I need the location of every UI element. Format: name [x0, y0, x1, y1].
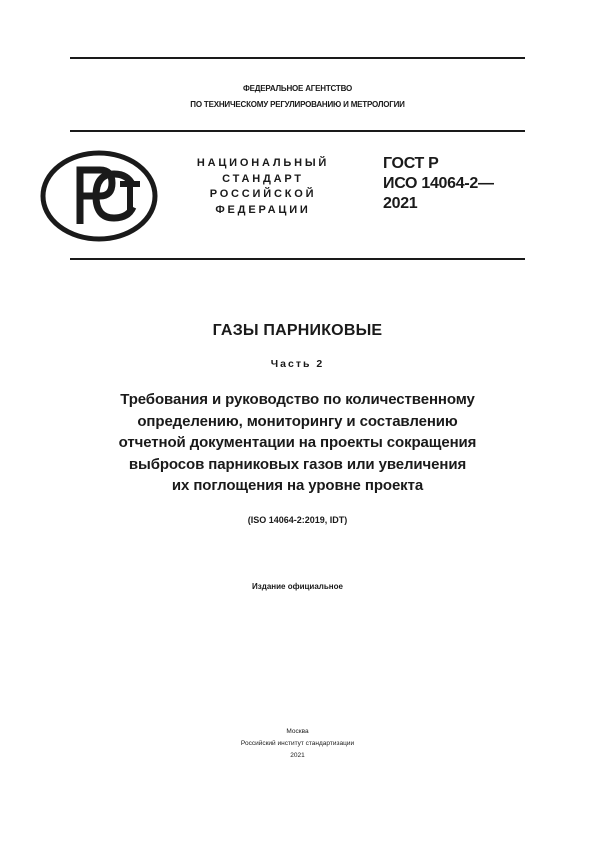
- national-line-1: НАЦИОНАЛЬНЫЙ: [196, 157, 330, 169]
- national-line-2: СТАНДАРТ: [222, 172, 304, 185]
- imprint-city: Москва: [286, 728, 309, 735]
- agency-name-line-2: ПО ТЕХНИЧЕСКОМУ РЕГУЛИРОВАНИЮ И МЕТРОЛОГИИ: [190, 100, 405, 109]
- iso-reference: (ISO 14064-2:2019, IDT): [247, 515, 348, 525]
- document-title: ГАЗЫ ПАРНИКОВЫЕ: [212, 322, 383, 339]
- header-bottom-rule: [70, 258, 525, 260]
- official-edition-label: Издание официальное: [252, 582, 343, 591]
- national-line-3: РОССИЙСКОЙ: [209, 188, 317, 200]
- national-line-4: ФЕДЕРАЦИИ: [215, 203, 311, 216]
- agency-bottom-rule: [70, 130, 525, 132]
- publication-imprint: [70, 726, 525, 762]
- designation-line-1: ГОСТ Р: [383, 155, 439, 172]
- part-label: Часть 2: [270, 358, 325, 370]
- designation-line-3: 2021: [383, 195, 418, 212]
- standard-designation: [383, 154, 533, 214]
- imprint-publisher: Российский институт стандартизации: [240, 740, 355, 747]
- subtitle-line-4: выбросов парниковых газов или увеличения: [128, 455, 467, 473]
- subtitle-line-1: Требования и руководство по количественному: [120, 391, 475, 408]
- gost-r-logo-icon: [40, 150, 158, 242]
- subtitle-line-3: отчетной документации на проекты сокращения: [118, 434, 477, 451]
- subtitle-line-5: их поглощения на уровне проекта: [171, 477, 424, 494]
- top-rule: [70, 57, 525, 59]
- national-standard-label: [178, 156, 348, 218]
- imprint-year: 2021: [290, 752, 305, 759]
- subtitle-line-2: определению, мониторингу и составлению: [137, 412, 458, 430]
- document-subtitle: [50, 389, 545, 497]
- designation-line-2: ИСО 14064-2—: [383, 175, 494, 192]
- agency-name-line-1: ФЕДЕРАЛЬНОЕ АГЕНТСТВО: [242, 84, 352, 93]
